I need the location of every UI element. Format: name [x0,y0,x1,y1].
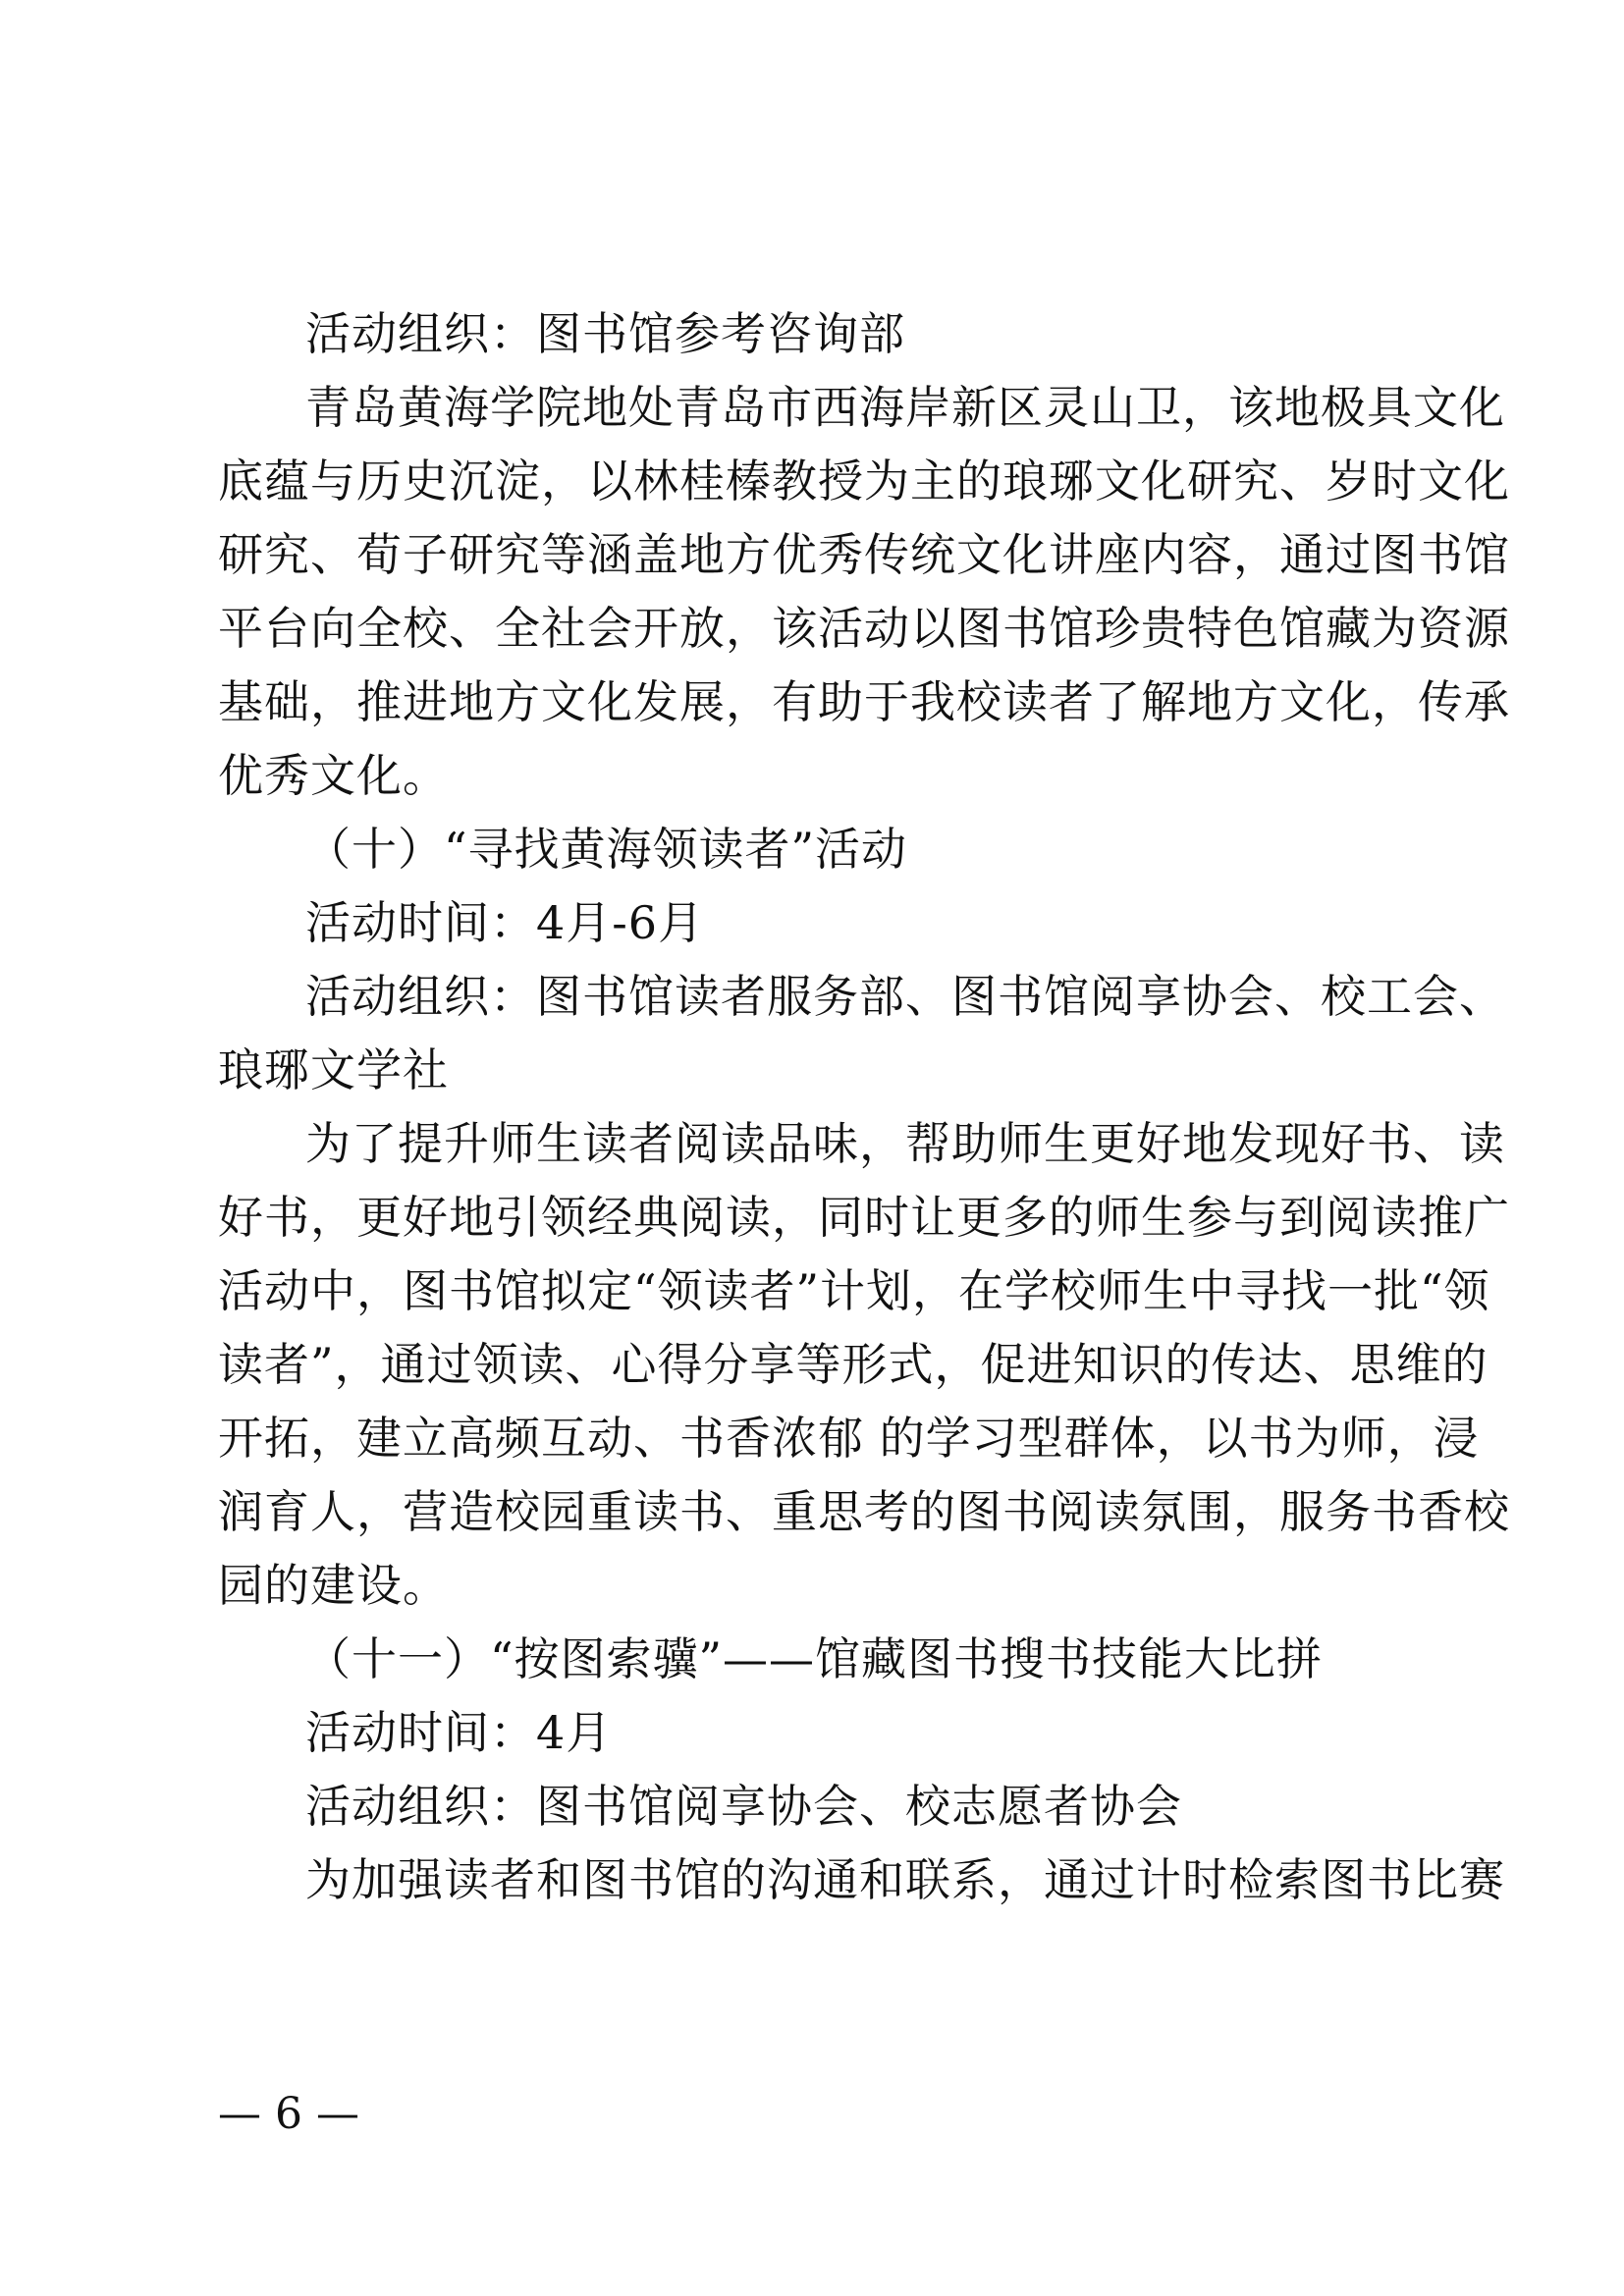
section-heading: （十一）“按图索骥”——馆藏图书搜书技能大比拼 [305,1632,1324,1685]
paragraph-line: 活动中，图书馆拟定“领读者”计划，在学校师生中寻找一批“领 [218,1264,1490,1317]
organizer-line-continuation: 琅琊文学社 [218,1043,449,1096]
activity-time-line: 活动时间：4月-6月 [305,896,705,949]
organizer-line: 活动组织：图书馆阅享协会、校志愿者协会 [305,1780,1182,1833]
paragraph-line: 青岛黄海学院地处青岛市西海岸新区灵山卫，该地极具文化 [305,381,1505,434]
paragraph-line: 优秀文化。 [218,749,449,802]
paragraph-line: 好书，更好地引领经典阅读，同时让更多的师生参与到阅读推广 [218,1191,1510,1244]
paragraph-line: 研究、荀子研究等涵盖地方优秀传统文化讲座内容，通过图书馆 [218,528,1510,581]
paragraph-line: 为了提升师生读者阅读品味，帮助师生更好地发现好书、读 [305,1117,1505,1170]
paragraph-line: 润育人，营造校园重读书、重思考的图书阅读氛围，服务书香校 [218,1485,1510,1538]
paragraph-line: 底蕴与历史沉淀，以林桂榛教授为主的琅琊文化研究、岁时文化 [218,454,1510,507]
activity-time-line: 活动时间：4月 [305,1706,613,1759]
paragraph-line: 基础，推进地方文化发展，有助于我校读者了解地方文化，传承 [218,675,1510,728]
paragraph-line: 读者”，通过领读、心得分享等形式，促进知识的传达、思维的 [218,1338,1489,1391]
paragraph-line: 平台向全校、全社会开放，该活动以图书馆珍贵特色馆藏为资源 [218,602,1510,655]
organizer-line: 活动组织：图书馆读者服务部、图书馆阅享协会、校工会、 [305,970,1505,1023]
page-number: — 6 — [218,2089,359,2139]
paragraph-line: 为加强读者和图书馆的沟通和联系，通过计时检索图书比赛 [305,1853,1505,1906]
organizer-line: 活动组织：图书馆参考咨询部 [305,307,905,360]
paragraph-line: 开拓，建立高频互动、书香浓郁 的学习型群体，以书为师，浸 [218,1412,1480,1465]
section-heading: （十）“寻找黄海领读者”活动 [305,823,908,876]
paragraph-line: 园的建设。 [218,1559,449,1612]
